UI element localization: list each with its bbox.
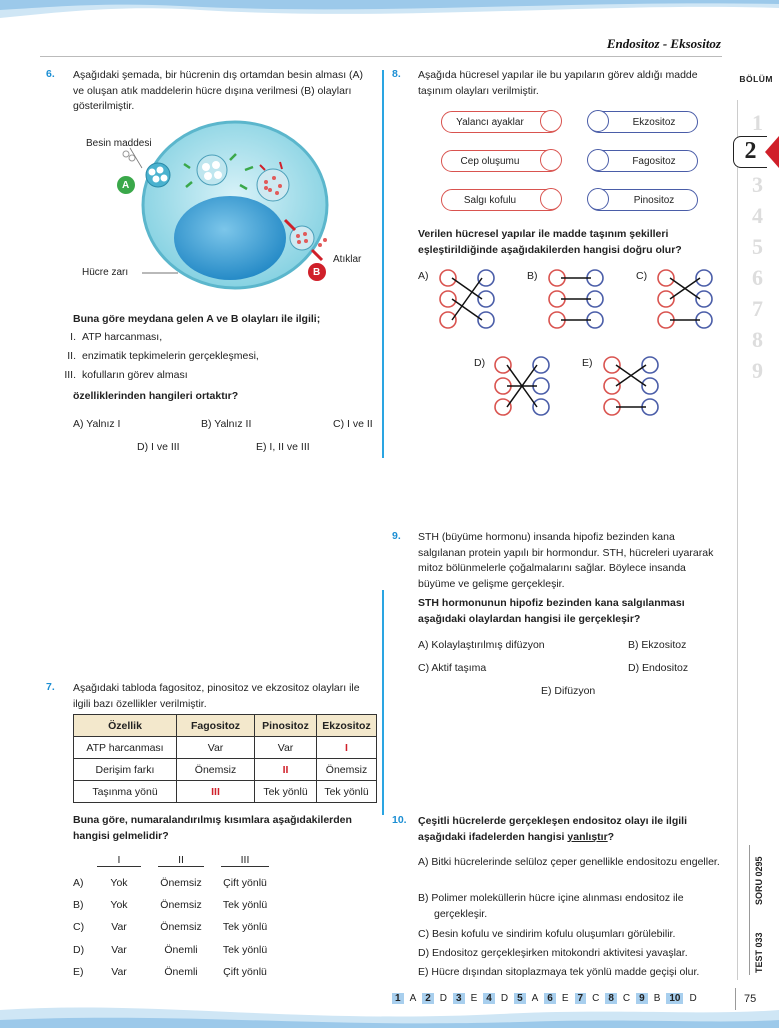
table-row	[74, 759, 377, 781]
transport-pill: Fagositoz	[588, 150, 698, 172]
statement-item: II. enzimatik tepkimelerin gerçekleşmesi,	[67, 350, 259, 362]
question-number: 10.	[392, 814, 407, 826]
page-number: 75	[744, 993, 757, 1005]
question-number: 8.	[392, 68, 401, 80]
table-cell-blank: II	[255, 759, 317, 781]
col-head-i: I	[97, 854, 141, 867]
chapter-6[interactable]: 6	[752, 265, 763, 290]
statement-item: I. ATP harcanması,	[70, 331, 163, 343]
table-row	[74, 737, 377, 759]
statement-item: III. kofulların görev alması	[64, 369, 188, 381]
chapter-5[interactable]: 5	[752, 234, 763, 259]
circle-icon	[540, 149, 562, 171]
structure-pill: Cep oluşumu	[441, 150, 561, 172]
question-stem-2: özelliklerinden hangileri ortaktır?	[73, 390, 239, 402]
col-head-ii: II	[158, 854, 204, 867]
top-wave-decoration	[0, 0, 779, 30]
match-e	[604, 357, 658, 415]
chapter-8[interactable]: 8	[752, 327, 763, 352]
option-d[interactable]: D) Endositoz gerçekleşirken mitokondri aktivitesi yavaşlar.	[418, 947, 688, 959]
question-stem: Buna göre meydana gelen A ve B olayları ile ilgili;	[73, 313, 321, 325]
option-e[interactable]: E) I, II ve III	[256, 441, 310, 453]
question-stem: STH hormonunun hipofiz bezinden kana salgılanması aşağıdaki olaylardan hangisi ile gerçekleşir?	[418, 597, 685, 625]
table-cell: Tek yönlü	[255, 781, 317, 803]
table-cell: Taşınma yönü	[74, 781, 177, 803]
active-marker-icon	[765, 136, 779, 168]
page-header-title: Endositoz - Eksositoz	[606, 36, 721, 51]
question-stem: Buna göre, numaralandırılmış kısımlara aşağıdakilerden hangisi gelmelidir?	[73, 814, 352, 842]
chapter-9[interactable]: 9	[752, 358, 763, 383]
question-stem: Çeşitli hücrelerde gerçekleşen endositoz olayı ile ilgili aşağıdaki ifadelerden hangisi yanlıştır?	[418, 815, 688, 843]
question-text: Aşağıdaki tabloda fagositoz, pinositoz ve ekzositoz olayları ile ilgili bazı özellikler verilmiştir.	[73, 682, 360, 710]
column-divider	[382, 70, 384, 458]
option-a[interactable]: A) Yalnız I	[73, 418, 121, 430]
feature-table	[73, 714, 377, 803]
option-a[interactable]: A) Kolaylaştırılmış difüzyon	[418, 639, 545, 651]
statement-list	[62, 328, 259, 385]
test-code-text: TEST 033	[754, 932, 764, 973]
test-code	[749, 845, 767, 975]
label-b: B	[313, 267, 321, 278]
table-header: Ekzositoz	[317, 715, 377, 737]
chapter-7[interactable]: 7	[752, 296, 763, 321]
chapter-active-tab[interactable]	[733, 136, 779, 168]
table-cell: ATP harcanması	[74, 737, 177, 759]
table-cell-blank: I	[317, 737, 377, 759]
option-d[interactable]: D) Endositoz	[628, 662, 689, 674]
table-cell: Önemsiz	[177, 759, 255, 781]
chapter-1[interactable]: 1	[752, 110, 763, 135]
circle-icon	[587, 188, 609, 210]
circle-icon	[540, 188, 562, 210]
table-cell: Tek yönlü	[317, 781, 377, 803]
circle-icon	[587, 149, 609, 171]
question-text: STH (büyüme hormonu) insanda hipofiz bezinden kana salgılanan protein yapılı bir hormondur. STH, hücreleri uyararak mitoz bölünmelerle çoğalmalarını sağlar. Böylece insanda büyüme ve gelişme gerçekleşir.	[418, 531, 714, 590]
question-text: Aşağıda hücresel yapılar ile bu yapıların görev aldığı madde taşınım olayları verilmiştir.	[418, 69, 698, 97]
label-hucre-zari: Hücre zarı	[82, 267, 129, 278]
page-separator	[735, 988, 736, 1010]
chapter-4[interactable]: 4	[752, 203, 763, 228]
option-b[interactable]: B) Ekzositoz	[628, 639, 687, 651]
option-c[interactable]: C) Besin kofulu ve sindirim kofulu oluşumları görülebilir.	[418, 928, 676, 940]
transport-pill: Pinositoz	[588, 189, 698, 211]
option-b[interactable]: B) Polimer moleküllerin hücre içine alınması endositoz ile gerçekleşir.	[418, 892, 684, 920]
match-c	[658, 270, 712, 328]
table-header: Özellik	[74, 715, 177, 737]
option-d[interactable]: D) I ve III	[137, 441, 180, 453]
option-c-label[interactable]: C)	[636, 270, 648, 282]
table-header: Pinositoz	[255, 715, 317, 737]
table-cell: Önemsiz	[317, 759, 377, 781]
label-a: A	[122, 180, 130, 191]
section-label: BÖLÜM	[739, 74, 773, 84]
table-cell: Var	[177, 737, 255, 759]
option-a-label[interactable]: A)	[418, 270, 429, 282]
question-stem: Verilen hücresel yapılar ile madde taşınım şekilleri eşleştirildiğinde aşağıdakilerden hangisi doğru olur?	[418, 228, 682, 256]
question-number: 6.	[46, 68, 55, 80]
table-cell: Derişim farkı	[74, 759, 177, 781]
structure-pill: Salgı kofulu	[441, 189, 561, 211]
match-a	[440, 270, 494, 328]
transport-pill: Ekzositoz	[588, 111, 698, 133]
option-e-label[interactable]: E)	[582, 357, 593, 369]
option-b-label[interactable]: B)	[527, 270, 538, 282]
column-divider	[382, 590, 384, 815]
option-a[interactable]: A) Bitki hücrelerinde selüloz çeper genellikle endositozu engeller.	[418, 856, 720, 868]
option-b[interactable]: B) Yalnız II	[201, 418, 252, 430]
question-number: 9.	[392, 530, 401, 542]
answer-key: 1 A 2 D 3 E 4 D 5 A 6 E 7 C 8 C 9 B 10 D	[392, 993, 700, 1004]
match-b	[549, 270, 603, 328]
soru-code-text: SORU 0295	[754, 856, 764, 905]
circle-icon	[587, 110, 609, 132]
header-divider	[40, 56, 722, 57]
table-header: Fagositoz	[177, 715, 255, 737]
table-cell: Var	[255, 737, 317, 759]
option-c[interactable]: C) I ve II	[333, 418, 373, 430]
chapter-2: 2	[733, 136, 767, 168]
circle-icon	[540, 110, 562, 132]
structure-pill: Yalancı ayaklar	[441, 111, 561, 133]
table-header-row	[74, 715, 377, 737]
chapter-3[interactable]: 3	[752, 172, 763, 197]
option-d-label[interactable]: D)	[474, 357, 486, 369]
option-c[interactable]: C) Aktif taşıma	[418, 662, 487, 674]
match-d	[495, 357, 549, 415]
table-row	[74, 781, 377, 803]
question-text: Aşağıdaki şemada, bir hücrenin dış ortamdan besin alması (A) ve oluşan atık maddelerin hücre dışına verilmesi (B) olayları gösterilmiştir.	[73, 69, 364, 112]
col-head-iii: III	[221, 854, 269, 867]
label-besin-maddesi: Besin maddesi	[86, 138, 152, 149]
option-e[interactable]: E) Difüzyon	[541, 685, 596, 697]
question-number: 7.	[46, 681, 55, 693]
matching-options	[430, 264, 730, 424]
option-e[interactable]: E) Hücre dışından sitoplazmaya tek yönlü madde geçişi olur.	[418, 966, 700, 978]
label-atiklar: Atıklar	[333, 254, 362, 265]
table-cell-blank: III	[177, 781, 255, 803]
